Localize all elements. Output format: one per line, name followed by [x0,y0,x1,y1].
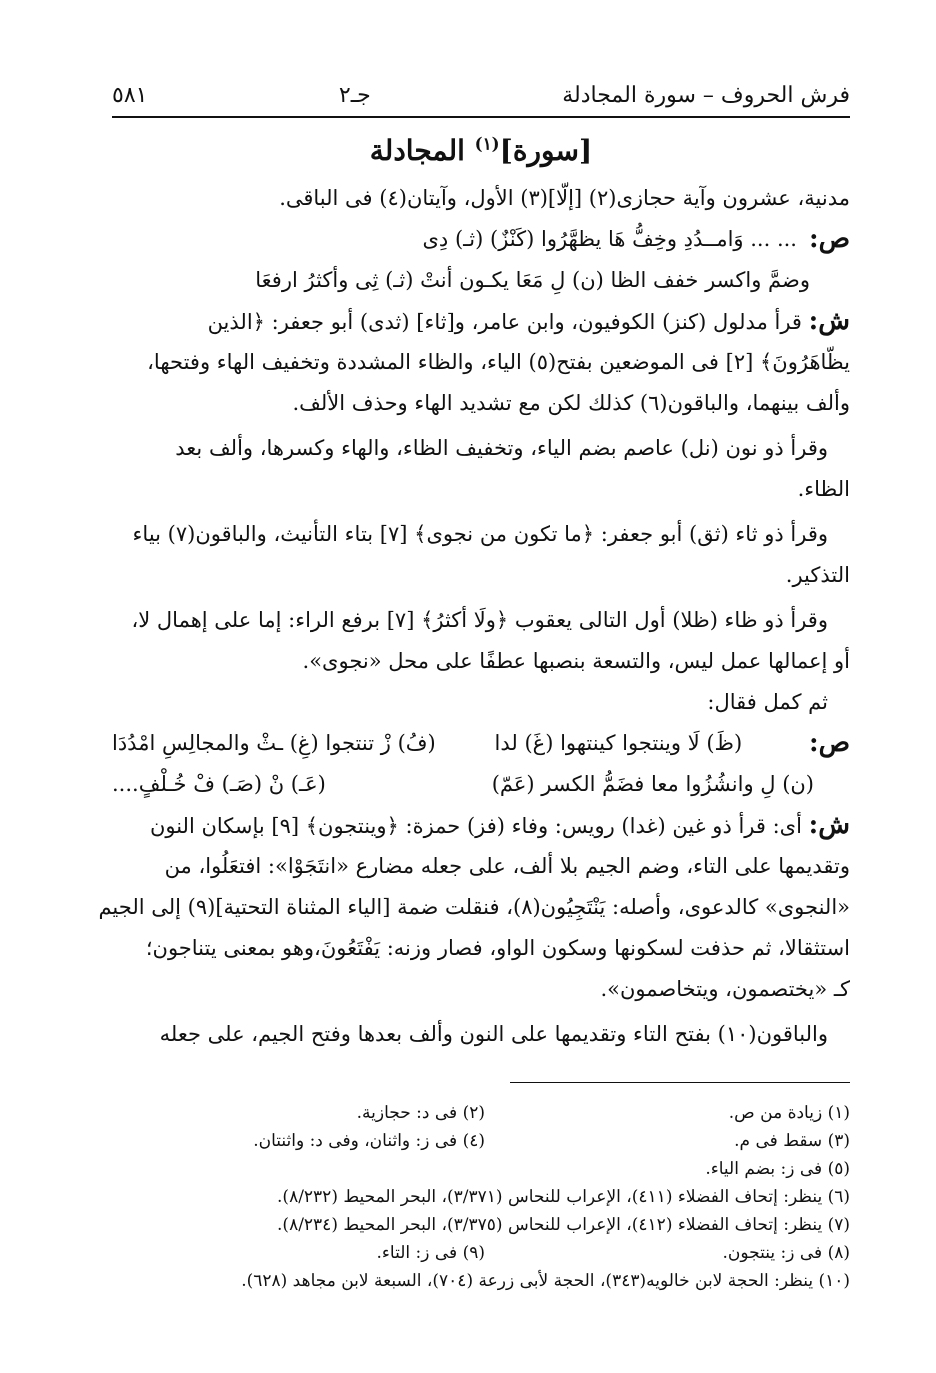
verse-line [112,219,850,260]
footnote: (٦) ينظر: إتحاف الفضلاء (٤١١)، الإعراب للنحاس (٣/٣٧١)، البحر المحيط (٨/٢٣٢). [277,1187,850,1207]
text-line: وقرأ ذو ظاء (ظلا) أول التالى يعقوب ﴿ولَا أكثرُ﴾ [٧] برفع الراء: إما على إهمال لا، [131,608,828,632]
text-line: وألف بينهما، والباقون(٦) كذلك لكن مع تشديد الهاء وحذف الألف. [292,391,850,415]
footnote: (١٠) ينظر: الحجة لابن خالويه(٣٤٣)، الحجة لأبى زرعة (٧٠٤)، السبعة لابن مجاهد (٦٢٨). [241,1271,850,1291]
text-line: «النجوى» كالدعوى، وأصله: يَنْتَجِيُون(٨)، فنقلت ضمة [الياء المثناة التحتية](٩) إلى الجيم [98,895,850,919]
footnote-row [120,1099,850,1127]
footnote-row [120,1267,850,1295]
footnote-row [120,1155,850,1183]
footnote-row [120,1239,850,1267]
commentary-text: قرأ مدلول (كنز) الكوفيون، وابن عامر، و[ثاء] (ثدى) أبو جعفر: ﴿الذين [207,310,802,334]
footnote: (٨) فى ز: ينتجون. [722,1243,850,1263]
verse-line: وضمَّ واكسر خفف الظا (ن) لِ مَعَا يكـون أنتْ (ثـ) ثِى وأكثرُ ارفعَا [255,268,810,292]
footnote-row [120,1127,850,1155]
commentary-line [112,805,850,846]
text-line: مدنية، عشرون وآية حجازى(٢) [إلّا](٣) الأول، وآيتان(٤) فى الباقى. [279,186,850,210]
volume-label: جـ٢ [338,82,371,108]
footnote: (٣) سقط فى م. [734,1131,850,1151]
footnote: (١) زيادة من ص. [728,1103,850,1123]
text-line: كـ «يختصمون، ويتخاصمون». [600,977,850,1001]
text-line: وقرأ ذو ثاء (ثق) أبو جعفر: ﴿ما تكون من نجوى﴾ [٧] بتاء التأنيث، والباقون(٧) بياء [132,522,828,546]
text-line: الظاء. [797,477,850,501]
verse-half-first: (ظَ) لَا وينتجوا كينتهوا (غَ) لدا [494,731,743,755]
verse-half-first: (ن) لِ وانشُزُوا معا فضَمُّ الكسر (عَمّ) [491,772,814,796]
commentary-text: أى: قرأ ذو غين (غدا) رويس: وفاء (فز) حمزة: ﴿وينتجون﴾ [٩] بإسكان النون [149,814,802,838]
footnote-row [120,1183,850,1211]
page-number: ٥٨١ [112,82,148,108]
text-line: يظّاهَرُونَ﴾ [٢] فى الموضعين بفتح(٥) الياء، والظاء المشددة وتخفيف الهاء وفتحها، [147,350,850,374]
verse-half-second: (عَـ) نْ (صَـ) فْ خُـلْفٍ.... [112,772,326,796]
text-line: ثم كمل فقال: [707,690,828,714]
footnotes [120,1099,850,1295]
surah-title [112,128,850,174]
commentary-line [112,301,850,342]
commentary-mark: ش: [808,306,850,336]
surah-title-bracket: [سورة] [499,134,593,167]
surah-title-note-ref: (١) [474,133,500,154]
text-line: استثقالا، ثم حذفت لسكونها وسكون الواو، فصار وزنه: يَفْتَعُونَ،وهو بمعنى يتناجون؛ [145,936,850,960]
running-title: فرش الحروف – سورة المجادلة [562,82,850,108]
verse-text: ... ... وَامــدُدِ وخِفُّ هَا يظهَّرُوا (كَنْزٌ) (ثـ) دِى [422,227,797,251]
commentary-mark: ش: [808,810,850,840]
text-line: أو إعمالها عمل ليس، والتسعة بنصبها عطفًا على محل «نجوى». [302,649,850,673]
footnote-row [120,1211,850,1239]
verse-line [112,764,850,805]
footnote: (٥) فى ز: بضم الياء. [705,1159,850,1179]
running-header [112,78,850,112]
verse-line [112,723,850,764]
header-divider [112,116,850,118]
verse-mark: ص: [808,224,850,254]
footnote: (٩) فى ز: التاء. [376,1243,485,1263]
text-line: وقرأ ذو نون (نل) عاصم بضم الياء، وتخفيف الظاء، والهاء وكسرها، وألف بعد [175,436,828,460]
text-line: التذكير. [785,563,850,587]
verse-mark: ص: [808,728,850,758]
surah-title-name: المجادلة [369,134,475,167]
text-line: والباقون(١٠) بفتح التاء وتقديمها على النون وألف بعدها وفتح الجيم، على جعله [159,1022,828,1046]
main-text [98,178,850,1055]
verse-half-second: (فُ) زْ تنتجوا (غِ) ـثْ والمجالِسِ امْدُدَا [112,731,436,755]
footnote: (٤) فى ز: واثنان، وفى د: واثنتان. [253,1131,485,1151]
footnote: (٢) فى د: حجازية. [356,1103,485,1123]
text-line: وتقديمها على التاء، وضم الجيم بلا ألف، على جعله مضارع «انتَجَوْا»: افتعَلُوا، من [164,854,850,878]
footnote-divider [510,1082,850,1083]
footnote: (٧) ينظر: إتحاف الفضلاء (٤١٢)، الإعراب للنحاس (٣/٣٧٥)، البحر المحيط (٨/٢٣٤). [277,1215,850,1235]
